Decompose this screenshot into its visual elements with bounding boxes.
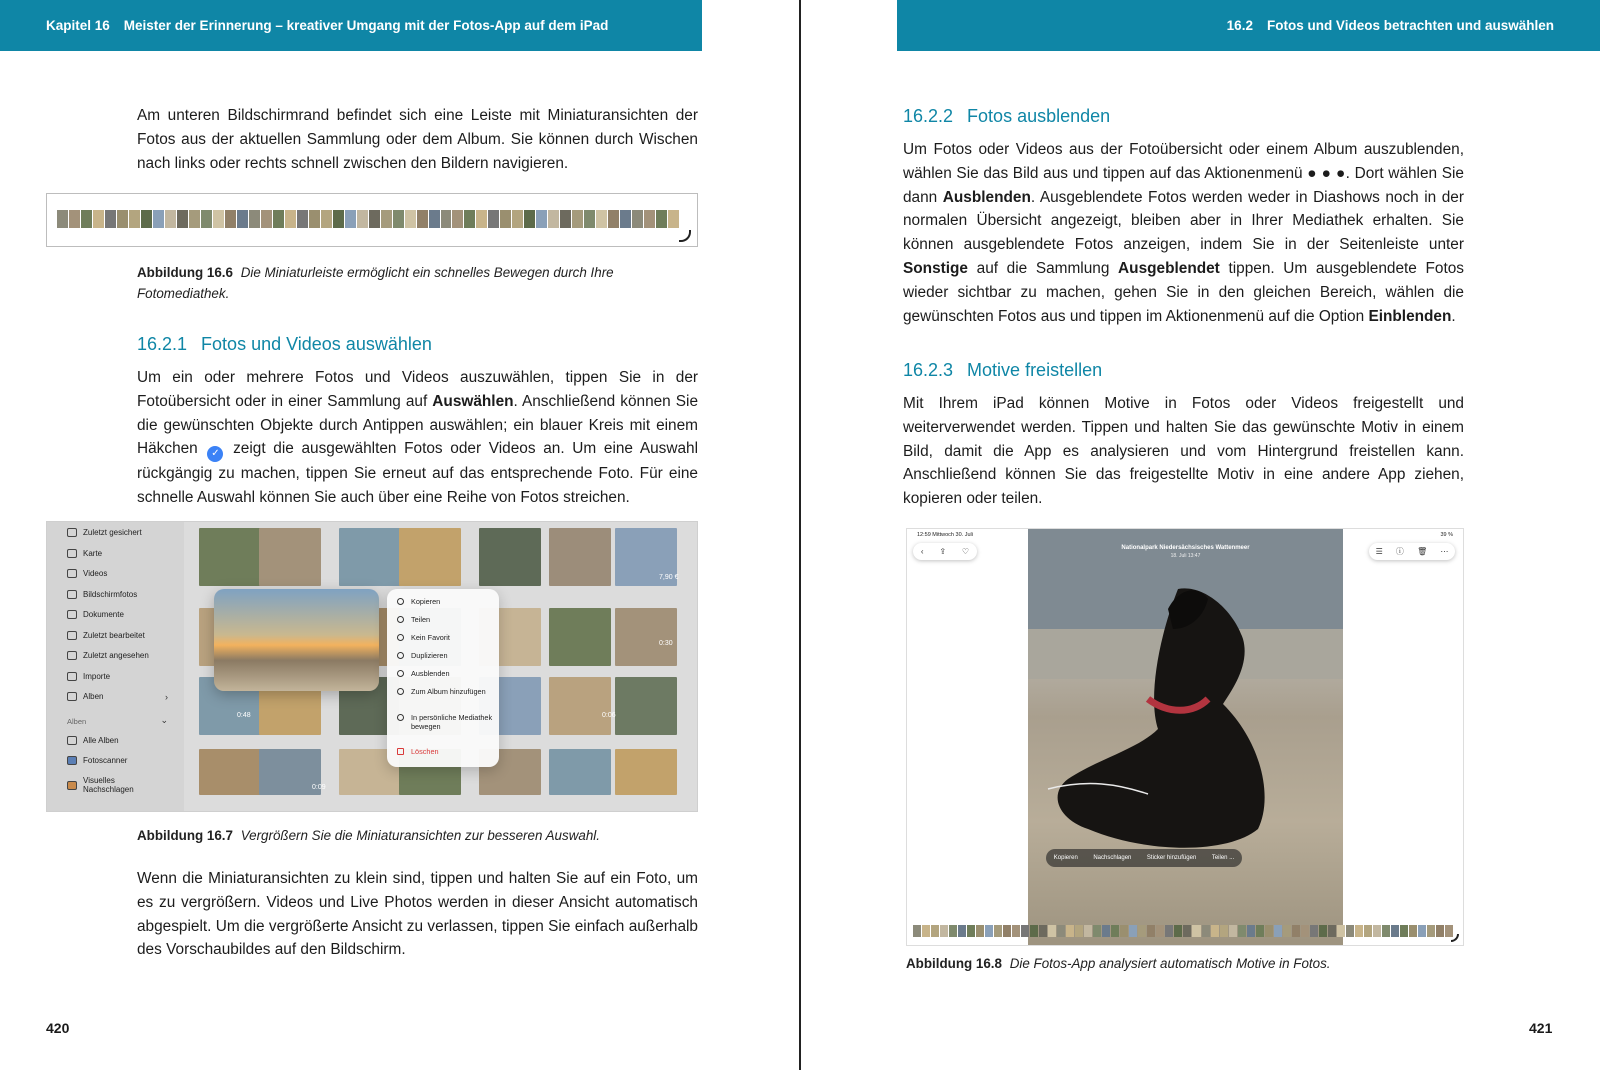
thumbnail[interactable] xyxy=(81,210,92,228)
hide-paragraph xyxy=(903,138,1464,328)
thumbnail-duration: 0:09 xyxy=(312,784,326,791)
thumbnail[interactable] xyxy=(1075,925,1083,937)
chapter-header xyxy=(0,0,702,51)
thumbnail[interactable] xyxy=(117,210,128,228)
photo-location-title: Nationalpark Niedersächsisches Wattenmeer xyxy=(1121,545,1250,551)
context-menu-item[interactable] xyxy=(397,669,493,678)
trash-icon[interactable]: 🗑 xyxy=(1417,547,1428,556)
thumbnail[interactable] xyxy=(93,210,104,228)
thumbnail[interactable] xyxy=(1003,925,1011,937)
thumbnail-duration: 7,90 € xyxy=(659,574,679,581)
chevron-down-icon[interactable]: ⌄ xyxy=(160,715,168,725)
thumbnail[interactable] xyxy=(369,210,380,228)
thumbnail[interactable] xyxy=(949,925,957,937)
photos-sidebar xyxy=(47,522,184,812)
photo-date: 18. Juli 13:47 xyxy=(1170,553,1201,559)
thumbnail[interactable] xyxy=(1409,925,1417,937)
adjust-icon[interactable]: ☰ xyxy=(1375,547,1383,556)
thumbnail[interactable] xyxy=(213,210,224,228)
sidebar-item-label: Zuletzt angesehen xyxy=(83,651,149,660)
dog-illustration xyxy=(1028,529,1343,946)
menu-item-icon xyxy=(397,634,404,641)
thumbnail[interactable] xyxy=(357,210,368,228)
thumbnail[interactable] xyxy=(1364,925,1372,937)
sidebar-section-heading: Alben xyxy=(67,717,87,726)
thumbnail[interactable] xyxy=(913,925,921,937)
thumbnail[interactable] xyxy=(177,210,188,228)
photo-thumbnail[interactable] xyxy=(199,528,261,586)
photo-thumbnail[interactable] xyxy=(199,749,261,795)
thumbnail[interactable] xyxy=(1418,925,1426,937)
checkmark-icon: ✓ xyxy=(207,446,223,462)
thumbnail[interactable] xyxy=(1165,925,1173,937)
caption-label: Abbildung 16.7 xyxy=(137,828,233,843)
thumbnail[interactable] xyxy=(572,210,583,228)
text-run: Um Fotos oder Videos aus der Fotoübersicht oder einem Album auszublenden, wählen Sie das Bild aus und tippen auf das Aktionenmenü xyxy=(903,141,1464,182)
thumbnail[interactable] xyxy=(1283,925,1291,937)
subject-action-bar xyxy=(1046,849,1242,867)
nav-toolbar-right xyxy=(1369,543,1455,560)
more-dots-icon: ● ● ● xyxy=(1307,164,1346,182)
context-menu-item[interactable] xyxy=(397,687,493,696)
thumbnail[interactable] xyxy=(333,210,344,228)
photo-thumbnail[interactable] xyxy=(615,677,677,735)
sidebar-album-item[interactable] xyxy=(67,736,119,745)
sidebar-item[interactable] xyxy=(67,528,142,537)
thumbnail[interactable] xyxy=(958,925,966,937)
sidebar-item-label: Importe xyxy=(83,671,111,681)
sidebar-item-icon xyxy=(67,672,77,681)
sidebar-item-icon xyxy=(67,549,77,558)
thumbnail[interactable] xyxy=(1192,925,1200,937)
context-menu-item[interactable] xyxy=(397,597,493,606)
thumbnail[interactable] xyxy=(1436,925,1444,937)
thumbnail[interactable] xyxy=(1328,925,1336,937)
back-icon[interactable]: ‹ xyxy=(920,547,924,556)
sidebar-item-icon xyxy=(67,651,77,660)
section-heading-16-2-2 xyxy=(903,106,1110,127)
thumbnail[interactable] xyxy=(1220,925,1228,937)
page-number-left: 420 xyxy=(46,1020,70,1036)
album-icon xyxy=(67,781,77,790)
photo-thumbnail[interactable] xyxy=(479,528,541,586)
photo-thumbnail[interactable] xyxy=(615,608,677,666)
thumbnail[interactable] xyxy=(393,210,404,228)
thumbnail-strip[interactable] xyxy=(57,210,679,228)
thumbnail[interactable] xyxy=(297,210,308,228)
more-icon[interactable]: ⋯ xyxy=(1440,547,1449,556)
thumbnail[interactable] xyxy=(1147,925,1155,937)
thumbnail[interactable] xyxy=(105,210,116,228)
photo-thumbnail[interactable] xyxy=(549,528,611,586)
thumbnail[interactable] xyxy=(189,210,200,228)
menu-item-label: In persönliche Mediathek bewegen xyxy=(411,713,493,731)
thumbnail[interactable] xyxy=(1021,925,1029,937)
sidebar-item-icon xyxy=(67,569,77,578)
thumbnail[interactable] xyxy=(1373,925,1381,937)
thumbnail[interactable] xyxy=(1247,925,1255,937)
figure-16-8-caption xyxy=(906,953,1467,974)
figure-16-6-caption xyxy=(137,262,698,304)
sidebar-item[interactable] xyxy=(67,651,149,660)
thumbnail[interactable] xyxy=(153,210,164,228)
thumbnail[interactable] xyxy=(1292,925,1300,937)
thumbnail[interactable] xyxy=(632,210,643,228)
menu-item-label: Zum Album hinzufügen xyxy=(411,687,486,696)
subject-paragraph: Mit Ihrem iPad können Motive in Fotos oder Videos freigestellt und weiterverwendet werden. Tippen und halten Sie das gewünschte Motiv in einem Bild, damit die App es analysieren und vom Hintergrund freistellen kann. Anschließend können Sie das freigestellte Motiv in eine andere App ziehen, kopieren oder teilen. xyxy=(903,395,1465,508)
thumbnail[interactable] xyxy=(1057,925,1065,937)
sidebar-item-label: Zuletzt gesichert xyxy=(83,528,142,537)
thumbnail[interactable] xyxy=(225,210,236,228)
menu-item-icon xyxy=(397,652,404,659)
thumbnail[interactable] xyxy=(1427,925,1435,937)
caption-label: Abbildung 16.8 xyxy=(906,956,1002,971)
thumbnail[interactable] xyxy=(1120,925,1128,937)
thumbnail[interactable] xyxy=(1138,925,1146,937)
thumbnail[interactable] xyxy=(1111,925,1119,937)
status-time: 12:59 Mittwoch 30. Juli xyxy=(917,532,973,538)
sidebar-item[interactable] xyxy=(67,672,110,681)
photo-thumbnail[interactable] xyxy=(549,749,611,795)
thumbnail[interactable] xyxy=(584,210,595,228)
album-icon xyxy=(67,736,77,745)
thumbnail[interactable] xyxy=(1039,925,1047,937)
menu-item-label: Kein Favorit xyxy=(411,633,450,642)
thumbnail[interactable] xyxy=(1129,925,1137,937)
thumbnail[interactable] xyxy=(1229,925,1237,937)
sidebar-item-label: Zuletzt bearbeitet xyxy=(83,630,145,640)
nav-toolbar-left xyxy=(913,543,977,560)
thumbnail[interactable] xyxy=(1183,925,1191,937)
thumbnail[interactable] xyxy=(249,210,260,228)
sidebar-item-label: Karte xyxy=(83,548,103,558)
caption-label: Abbildung 16.6 xyxy=(137,265,233,280)
menu-item-label: Löschen xyxy=(411,747,439,756)
thumbnail[interactable] xyxy=(273,210,284,228)
thumbnail-duration: 0:30 xyxy=(659,640,673,647)
thumbnail[interactable] xyxy=(1012,925,1020,937)
menu-item-label: Kopieren xyxy=(411,597,441,606)
sidebar-item-label: Bildschirmfotos xyxy=(83,589,138,599)
figure-16-6 xyxy=(46,193,698,247)
thumbnail[interactable] xyxy=(1102,925,1110,937)
text-run: . xyxy=(1451,307,1456,325)
thumbnail[interactable] xyxy=(1310,925,1318,937)
thumbnail[interactable] xyxy=(261,210,272,228)
album-icon xyxy=(67,756,77,765)
thumbnail[interactable] xyxy=(129,210,140,228)
sidebar-item-label: Videos xyxy=(83,569,108,578)
thumbnail[interactable] xyxy=(620,210,631,228)
enlarged-preview[interactable] xyxy=(214,589,379,691)
thumbnail[interactable] xyxy=(1382,925,1390,937)
subject-action-item[interactable]: Sticker hinzufügen xyxy=(1146,855,1197,861)
thumbnail[interactable] xyxy=(309,210,320,228)
thumbnail[interactable] xyxy=(1274,925,1282,937)
thumbnail[interactable] xyxy=(976,925,984,937)
thumbnail[interactable] xyxy=(1174,925,1182,937)
text-run: auf die Sammlung xyxy=(968,259,1119,277)
thumbnail[interactable] xyxy=(1256,925,1264,937)
context-menu-item[interactable] xyxy=(397,651,493,660)
section-title: Fotos und Videos auswählen xyxy=(201,334,432,354)
thumbnail[interactable] xyxy=(321,210,332,228)
select-paragraph xyxy=(137,366,698,510)
thumbnail[interactable] xyxy=(608,210,619,228)
thumbnail[interactable] xyxy=(429,210,440,228)
share-icon[interactable]: ⇪ xyxy=(939,547,947,556)
thumbnail[interactable] xyxy=(656,210,667,228)
thumbnail[interactable] xyxy=(1337,925,1345,937)
header-section-number: 16.2 xyxy=(1226,18,1253,33)
thumbnail[interactable] xyxy=(560,210,571,228)
thumbnail[interactable] xyxy=(985,925,993,937)
sidebar-item[interactable] xyxy=(67,590,137,599)
menu-item-icon xyxy=(397,670,404,677)
caption-text: Die Miniaturleiste ermöglicht ein schnelles Bewegen durch Ihre Fotomediathek. xyxy=(137,265,614,301)
sidebar-item[interactable] xyxy=(67,569,107,578)
thumbnail[interactable] xyxy=(1084,925,1092,937)
thumbnail[interactable] xyxy=(141,210,152,228)
sidebar-item-label: Alben xyxy=(83,692,104,701)
sidebar-item[interactable] xyxy=(67,692,103,701)
sidebar-item-label: Fotoscanner xyxy=(83,756,128,765)
thumbnail[interactable] xyxy=(57,210,68,228)
figure-16-7 xyxy=(46,521,698,812)
thumbnail[interactable] xyxy=(345,210,356,228)
thumbnail[interactable] xyxy=(536,210,547,228)
text-run: . Anschließend können Sie die gewünschten Objekte durch Antippen auswählen; ein blauer Kreis mit einem Häkchen xyxy=(137,392,699,458)
thumbnail[interactable] xyxy=(1391,925,1399,937)
context-menu-item[interactable] xyxy=(397,633,493,642)
thumbnail-strip[interactable] xyxy=(913,925,1453,937)
menu-item-label: Teilen xyxy=(411,615,431,624)
photo-thumbnail[interactable] xyxy=(399,528,461,586)
thumbnail[interactable] xyxy=(165,210,176,228)
section-heading-16-2-3 xyxy=(903,360,1102,381)
menu-item-icon xyxy=(397,714,404,721)
header-section-title: Fotos und Videos betrachten und auswählen xyxy=(1266,18,1554,33)
thumbnail[interactable] xyxy=(285,210,296,228)
menu-item-icon xyxy=(397,748,404,755)
menu-item-icon xyxy=(397,598,404,605)
thumbnail[interactable] xyxy=(1093,925,1101,937)
photo-thumbnail[interactable] xyxy=(549,677,611,735)
page-number-right: 421 xyxy=(1529,1020,1553,1036)
thumbnail[interactable] xyxy=(1346,925,1354,937)
thumbnail[interactable] xyxy=(668,210,679,228)
scroll-hook-icon xyxy=(679,230,691,242)
closing-paragraph: Wenn die Miniaturansichten zu klein sind, tippen und halten Sie auf ein Foto, um es zu vergrößern. Videos und Live Photos werden in dieser Ansicht automatisch abgespielt. Um die vergrößerte Ansicht zu verlassen, tippen Sie einfach außerhalb des Vorschaubildes auf den Bildschirm. xyxy=(137,870,698,959)
thumbnail[interactable] xyxy=(201,210,212,228)
bold-term: Auswählen xyxy=(432,392,514,410)
sidebar-item-icon xyxy=(67,692,77,701)
thumbnail[interactable] xyxy=(464,210,475,228)
bold-term: Sonstige xyxy=(903,259,968,277)
thumbnail[interactable] xyxy=(1400,925,1408,937)
thumbnail[interactable] xyxy=(1066,925,1074,937)
thumbnail[interactable] xyxy=(381,210,392,228)
thumbnail[interactable] xyxy=(1211,925,1219,937)
figure-16-7-caption xyxy=(137,825,698,846)
thumbnail[interactable] xyxy=(1319,925,1327,937)
subject-action-item[interactable]: Teilen ... xyxy=(1211,855,1235,861)
thumbnail[interactable] xyxy=(452,210,463,228)
sidebar-item-label: Dokumente xyxy=(83,610,124,619)
thumbnail[interactable] xyxy=(1030,925,1038,937)
thumbnail-duration: 0:06 xyxy=(602,712,616,719)
sidebar-item-icon xyxy=(67,631,77,640)
figure-16-8 xyxy=(906,528,1464,946)
bold-term: Ausgeblendet xyxy=(1118,259,1220,277)
bold-term: Einblenden xyxy=(1368,307,1452,325)
battery-status: 39 % xyxy=(1440,532,1453,538)
thumbnail[interactable] xyxy=(524,210,535,228)
section-number: 16.2.3 xyxy=(903,360,954,380)
thumbnail[interactable] xyxy=(644,210,655,228)
context-menu-item[interactable] xyxy=(397,747,493,756)
menu-item-label: Duplizieren xyxy=(411,651,448,660)
sidebar-album-item[interactable] xyxy=(67,776,143,794)
context-menu-item[interactable] xyxy=(397,615,493,624)
text-run: . Dort wählen Sie dann xyxy=(903,164,1464,206)
chevron-right-icon[interactable]: › xyxy=(165,692,168,702)
chapter-title: Meister der Erinnerung – kreativer Umgang mit der Fotos-App auf dem iPad xyxy=(123,18,609,33)
intro-paragraph: Am unteren Bildschirmrand befindet sich eine Leiste mit Miniaturansichten der Fotos aus der aktuellen Sammlung oder dem Album. Sie können durch Wischen nach links oder rechts schnell zwischen den Bildern navigieren. xyxy=(137,107,698,172)
chapter-number: Kapitel 16 xyxy=(46,18,110,33)
sidebar-item[interactable] xyxy=(67,549,102,558)
photo-thumbnail[interactable] xyxy=(615,749,677,795)
section-title: Motive freistellen xyxy=(967,360,1103,380)
thumbnail[interactable] xyxy=(441,210,452,228)
subject-action-item[interactable]: Nachschlagen xyxy=(1093,855,1132,861)
thumbnail[interactable] xyxy=(596,210,607,228)
heart-icon[interactable]: ♡ xyxy=(961,547,970,556)
thumbnail[interactable] xyxy=(405,210,416,228)
thumbnail[interactable] xyxy=(940,925,948,937)
thumbnail[interactable] xyxy=(931,925,939,937)
thumbnail[interactable] xyxy=(967,925,975,937)
menu-item-icon xyxy=(397,616,404,623)
text-run: Um ein oder mehrere Fotos und Videos auszuwählen, tippen Sie in der Fotoübersicht oder in einer Sammlung auf xyxy=(137,369,698,410)
text-run: . Ausgeblendete Fotos werden weder in Diashows noch in der normalen Übersicht angezeigt, bleiben aber in Ihrer Mediathek erhalten. Sie können ausgeblendete Fotos anzeigen, indem Sie in der Seitenleiste unter xyxy=(903,188,1464,254)
thumbnail[interactable] xyxy=(512,210,523,228)
caption-text: Vergrößern Sie die Miniaturansichten zur besseren Auswahl. xyxy=(240,828,600,843)
sidebar-item[interactable] xyxy=(67,610,124,619)
thumbnail[interactable] xyxy=(1048,925,1056,937)
menu-item-label: Ausblenden xyxy=(411,669,450,678)
sidebar-item-label: Visuelles Nachschlagen xyxy=(83,776,134,794)
context-menu xyxy=(387,589,499,767)
context-menu-item[interactable] xyxy=(397,713,493,731)
text-run: tippen. Um ausgeblendete Fotos wieder sichtbar zu machen, gehen Sie in den gleichen Bereich, wählen die gewünschten Fotos aus und tippen im Aktionenmenü auf die Option xyxy=(903,259,1464,325)
sidebar-item-label: Alle Alben xyxy=(83,736,119,745)
thumbnail-duration: 0:48 xyxy=(237,712,251,719)
photo-thumbnail[interactable] xyxy=(259,528,321,586)
thumbnail[interactable] xyxy=(1355,925,1363,937)
thumbnail[interactable] xyxy=(1202,925,1210,937)
dog-photo[interactable] xyxy=(1028,529,1343,946)
menu-item-icon xyxy=(397,688,404,695)
thumbnail[interactable] xyxy=(1238,925,1246,937)
section-number: 16.2.2 xyxy=(903,106,954,126)
sidebar-album-item[interactable] xyxy=(67,756,127,765)
section-header xyxy=(897,0,1600,51)
sidebar-item-icon xyxy=(67,528,77,537)
sidebar-item[interactable] xyxy=(67,631,145,640)
thumbnail[interactable] xyxy=(500,210,511,228)
section-title: Fotos ausblenden xyxy=(967,106,1111,126)
thumbnail[interactable] xyxy=(1265,925,1273,937)
subject-action-item[interactable]: Kopieren xyxy=(1053,855,1078,861)
text-run: zeigt die ausgewählten Fotos oder Videos an. Um eine Auswahl rückgängig zu machen, tippen Sie erneut auf das entsprechende Foto. Für eine schnelle Auswahl können Sie auch über eine Reihe von Fotos streichen. xyxy=(137,440,698,507)
photo-thumbnail[interactable] xyxy=(549,608,611,666)
thumbnail[interactable] xyxy=(69,210,80,228)
thumbnail[interactable] xyxy=(237,210,248,228)
bold-term: Ausblenden xyxy=(942,188,1031,206)
thumbnail[interactable] xyxy=(1156,925,1164,937)
thumbnail[interactable] xyxy=(922,925,930,937)
info-icon[interactable]: ⓘ xyxy=(1395,547,1404,556)
thumbnail[interactable] xyxy=(476,210,487,228)
photo-thumbnail[interactable] xyxy=(339,528,401,586)
thumbnail[interactable] xyxy=(417,210,428,228)
thumbnail[interactable] xyxy=(488,210,499,228)
caption-text: Die Fotos-App analysiert automatisch Motive in Fotos. xyxy=(1009,956,1331,971)
section-number: 16.2.1 xyxy=(137,334,188,354)
thumbnail[interactable] xyxy=(994,925,1002,937)
thumbnail[interactable] xyxy=(1301,925,1309,937)
section-heading-16-2-1 xyxy=(137,334,432,355)
scroll-hook-icon xyxy=(1451,934,1459,942)
sidebar-item-icon xyxy=(67,610,77,619)
sidebar-item-icon xyxy=(67,590,77,599)
thumbnail[interactable] xyxy=(548,210,559,228)
